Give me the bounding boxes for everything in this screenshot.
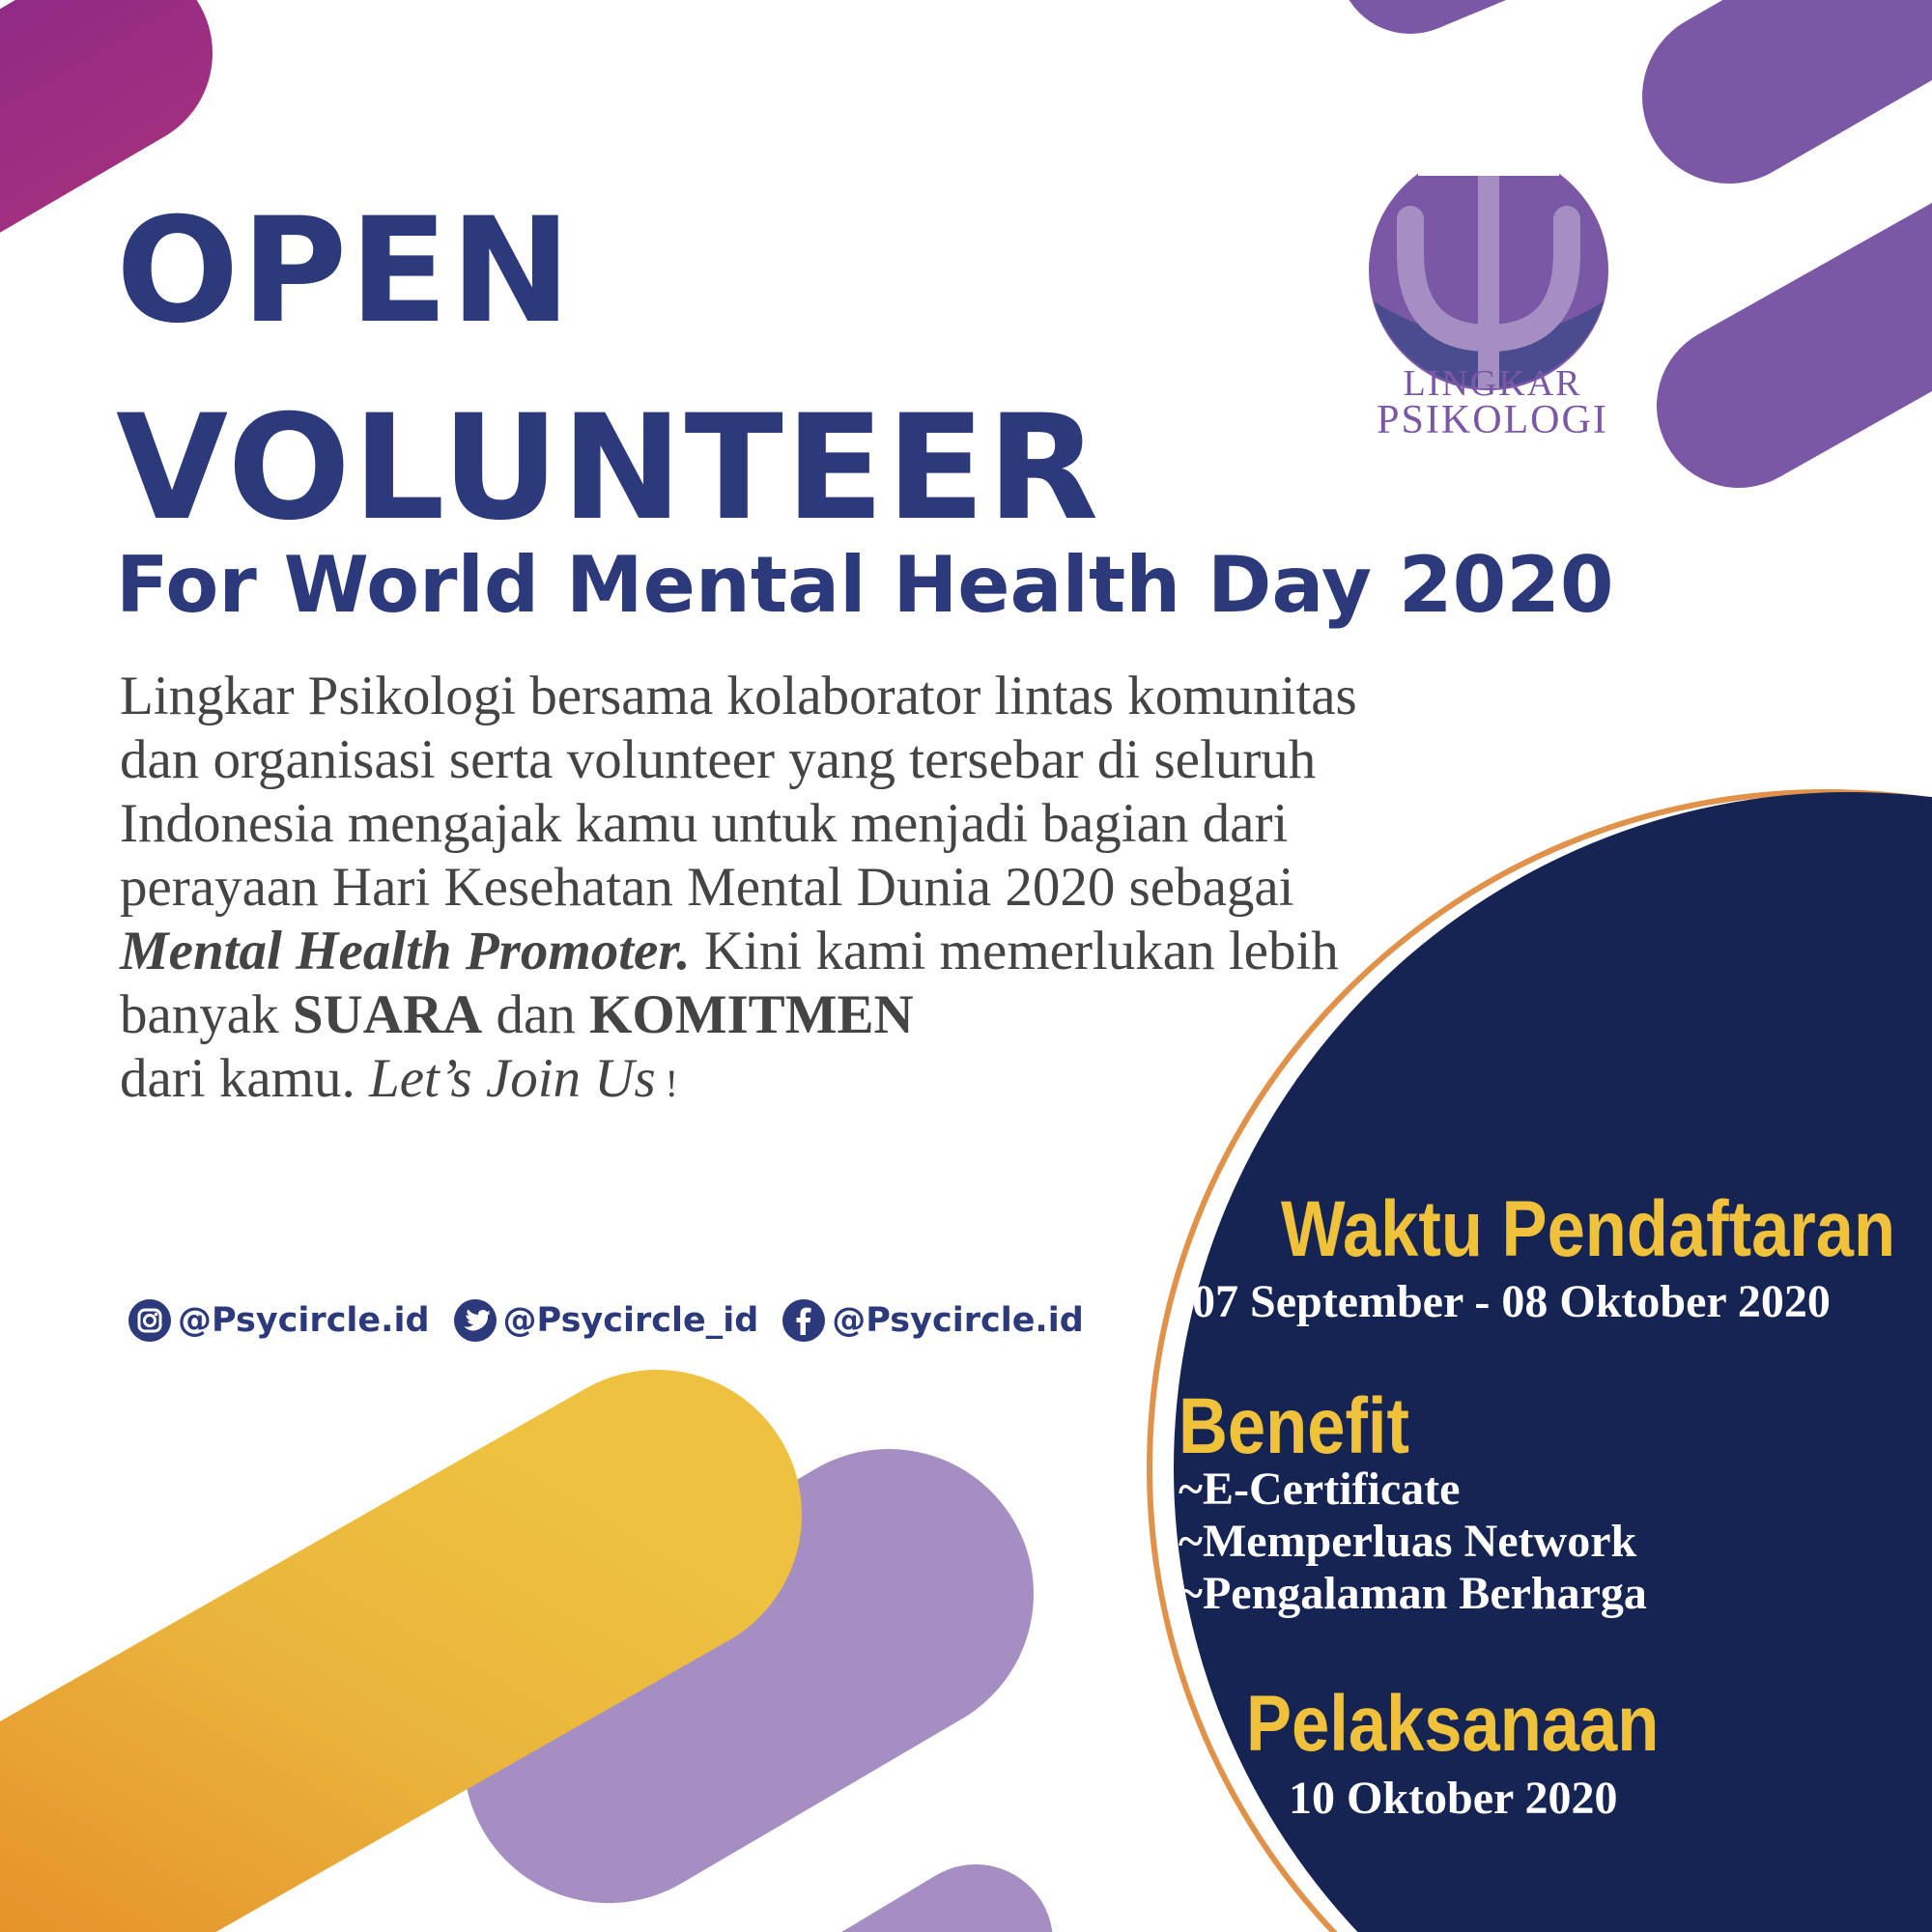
description-line: [120, 983, 1549, 1047]
description-line: Indonesia mengajak kamu untuk menjadi bagian dari: [120, 793, 1289, 854]
twitter-handle: @Psycircle_id: [502, 1301, 759, 1340]
event-heading: Pelaksanaan: [1246, 1680, 1660, 1768]
description: [120, 665, 1549, 1116]
social-instagram[interactable]: [128, 1298, 430, 1343]
description-line: Lingkar Psikologi bersama kolaborator lintas komunitas: [120, 666, 1357, 726]
benefit-heading: Benefit: [1179, 1382, 1410, 1470]
event-date: 10 Oktober 2020: [1289, 1773, 1618, 1824]
bottom-left-shapes: [0, 1515, 976, 1932]
description-line: [120, 920, 1549, 983]
benefit-item: ~Memperluas Network: [1179, 1516, 1637, 1567]
social-handles: [128, 1298, 1107, 1343]
title-volunteer: VOLUNTEER: [116, 384, 1101, 553]
twitter-icon: [453, 1298, 497, 1343]
social-facebook[interactable]: [781, 1298, 1084, 1343]
join-us-text: Let’s Join Us: [369, 1048, 656, 1109]
description-text: Kini kami memerlukan lebih: [690, 921, 1339, 981]
description-text: dan: [482, 984, 590, 1045]
logo-line1: LINGKAR: [1403, 363, 1582, 404]
description-text: dari kamu.: [120, 1048, 370, 1109]
mental-health-promoter-text: Mental Health Promoter.: [120, 921, 691, 981]
logo-line2: PSIKOLOGI: [1377, 398, 1608, 442]
facebook-handle: @Psycircle.id: [832, 1301, 1084, 1340]
description-text: !: [655, 1062, 678, 1105]
registration-heading: Waktu Pendaftaran: [1281, 1185, 1896, 1273]
suara-text: SUARA: [292, 984, 483, 1045]
instagram-icon: [128, 1298, 172, 1343]
description-line: perayaan Hari Kesehatan Mental Dunia 2020 sebagai: [120, 857, 1294, 918]
instagram-handle: @Psycircle.id: [178, 1301, 430, 1340]
facebook-icon: [781, 1298, 826, 1343]
description-text: banyak: [120, 984, 293, 1045]
description-line: dan organisasi serta volunteer yang tersebar di seluruh: [120, 729, 1317, 790]
subtitle: For World Mental Health Day 2020: [116, 540, 1614, 630]
title-open: OPEN: [116, 187, 574, 355]
description-line: [120, 1047, 1549, 1116]
registration-period: 07 September - 08 Oktober 2020: [1192, 1276, 1831, 1327]
komitmen-text: KOMITMEN: [589, 984, 914, 1045]
logo-text: [1352, 363, 1633, 442]
benefit-item: ~E-Certificate: [1179, 1463, 1461, 1515]
social-twitter[interactable]: [453, 1298, 759, 1343]
benefit-item: ~Pengalaman Berharga: [1179, 1568, 1647, 1619]
magenta-corner-shape: [0, 53, 116, 188]
